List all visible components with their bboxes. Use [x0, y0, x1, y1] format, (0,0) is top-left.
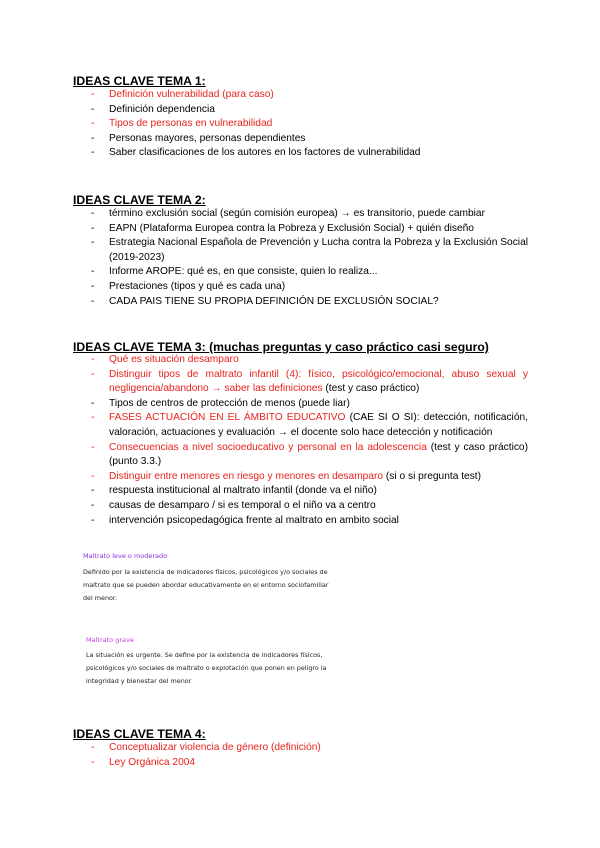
list-item — [0, 103, 600, 118]
list-bullet-dash: - — [91, 485, 95, 497]
list-item-text: CADA PAIS TIENE SU PROPIA DEFINICIÓN DE EXCLUSIÓN SOCIAL? — [109, 295, 439, 307]
list-item — [0, 397, 600, 412]
list-item-text: Tipos de centros de protección de menos (puede liar) — [109, 397, 350, 409]
list-bullet-dash: - — [91, 237, 95, 249]
list-item-highlight: Distinguir tipos de maltrato infantil (4): físico, psicológico/emocional, abuso sexual y negligencia/abandono → saber las definiciones — [109, 368, 528, 395]
list-item — [0, 117, 600, 132]
list-item-text: Definición dependencia — [109, 103, 215, 115]
list-item-highlight: Qué es situación desamparo — [109, 354, 239, 365]
list-item — [0, 368, 600, 397]
list-item — [0, 353, 600, 368]
list-item-text: término exclusión social (según comisión europea) → es transitorio, puede cambiar — [109, 208, 485, 219]
list-item — [0, 88, 600, 103]
embed-maltrato-grave-body: La situación es urgente. Se define por la existencia de indicadores físicos, psicológicos y/o sociales de maltrato o explotación que ponen en peligro la integridad y bienestar del menor — [86, 651, 327, 685]
list-item — [0, 484, 600, 499]
list-item — [0, 280, 600, 295]
embed-maltrato-grave-title: Maltrato grave — [86, 636, 134, 644]
list-item — [0, 741, 600, 756]
tema2-heading: IDEAS CLAVE TEMA 2: — [73, 193, 206, 207]
list-item-text: Prestaciones (tipos y qué es cada una) — [109, 280, 286, 292]
list-bullet-dash: - — [91, 514, 95, 526]
list-item-text: intervención psicopedagógica frente al maltrato en ambito social — [109, 514, 399, 526]
list-item — [0, 441, 600, 470]
tema2-list — [0, 207, 600, 309]
tema3-heading: IDEAS CLAVE TEMA 3: (muchas preguntas y caso práctico casi seguro) — [73, 340, 489, 354]
list-item-highlight: Distinguir entre menores en riesgo y menores en desamparo — [109, 470, 384, 482]
list-item-text: Personas mayores, personas dependientes — [109, 132, 306, 144]
tema4-heading: IDEAS CLAVE TEMA 4: — [73, 727, 206, 741]
list-bullet-dash: - — [91, 412, 95, 424]
list-item — [0, 411, 600, 440]
list-item — [0, 236, 600, 265]
list-bullet-dash: - — [91, 470, 95, 482]
list-item-text: (test y caso práctico) (punto 3.3.) — [109, 441, 528, 468]
list-item — [0, 514, 600, 529]
embed-maltrato-leve — [83, 552, 383, 605]
list-item — [0, 132, 600, 147]
list-bullet-dash: - — [91, 280, 95, 292]
list-item-highlight: FASES ACTUACIÓN EN EL ÁMBITO EDUCATIVO — [109, 412, 346, 424]
list-bullet-dash: - — [91, 132, 95, 144]
list-item-text: Definición vulnerabilidad (para caso) — [109, 89, 274, 100]
list-item-highlight: Consecuencias a nivel socioeducativo y personal en la adolescencia — [109, 441, 427, 453]
list-item-text: (test y caso práctico) — [322, 383, 420, 395]
list-item — [0, 207, 600, 222]
list-item-text: Informe AROPE: qué es, en que consiste, quien lo realiza... — [109, 266, 378, 278]
list-bullet-dash: - — [91, 103, 95, 115]
list-bullet-dash: - — [91, 147, 95, 159]
list-bullet-dash: - — [91, 89, 95, 100]
list-item — [0, 222, 600, 237]
list-item-text: Ley Orgánica 2004 — [109, 756, 196, 768]
embed-maltrato-grave — [86, 636, 356, 688]
list-item-text: Tipos de personas en vulnerabilidad — [109, 118, 273, 130]
list-item-text: Estrategia Nacional Española de Prevención y Lucha contra la Pobreza y la Exclusión Social (2019-2023) — [109, 237, 528, 263]
list-item — [0, 265, 600, 280]
list-bullet-dash: - — [91, 222, 95, 234]
list-bullet-dash: - — [91, 208, 95, 219]
list-bullet-dash: - — [91, 756, 95, 768]
list-bullet-dash: - — [91, 118, 95, 130]
list-item — [0, 146, 600, 161]
list-item-text: (si o si pregunta test) — [383, 470, 482, 482]
list-item — [0, 499, 600, 514]
list-item-text: Conceptualizar violencia de género (definición) — [109, 742, 321, 753]
tema4-list — [0, 741, 600, 770]
list-bullet-dash: - — [91, 499, 95, 511]
list-bullet-dash: - — [91, 397, 95, 409]
list-bullet-dash: - — [91, 441, 95, 453]
list-item — [0, 470, 600, 485]
list-item-text: respuesta institucional al maltrato infantil (donde va el niño) — [109, 485, 377, 497]
embed-maltrato-leve-body: Definido por la existencia de indicadores físicos, psicológicos y/o sociales de maltrato que se pueden abordar educativamente en el entorno sociofamiliar del menor. — [83, 568, 329, 602]
list-item-text: EAPN (Plataforma Europea contra la Pobreza y Exclusión Social) + quién diseño — [109, 222, 474, 234]
list-bullet-dash: - — [91, 266, 95, 278]
list-item-text: causas de desamparo / si es temporal o el niño va a centro — [109, 499, 376, 511]
list-bullet-dash: - — [91, 354, 95, 365]
list-item — [0, 295, 600, 310]
list-item-text: Saber clasificaciones de los autores en los factores de vulnerabilidad — [109, 147, 421, 159]
list-bullet-dash: - — [91, 742, 95, 753]
embed-maltrato-leve-title: Maltrato leve o moderado — [83, 552, 168, 560]
list-item — [0, 756, 600, 771]
list-bullet-dash: - — [91, 368, 95, 380]
tema1-heading: IDEAS CLAVE TEMA 1: — [73, 74, 206, 88]
list-item-text: (CAE SI O SI): detección, notificación, valoración, actuaciones y evaluación → el docente solo hace detección y notificación — [109, 412, 528, 438]
tema1-list — [0, 88, 600, 161]
list-bullet-dash: - — [91, 295, 95, 307]
tema3-list — [0, 353, 600, 528]
